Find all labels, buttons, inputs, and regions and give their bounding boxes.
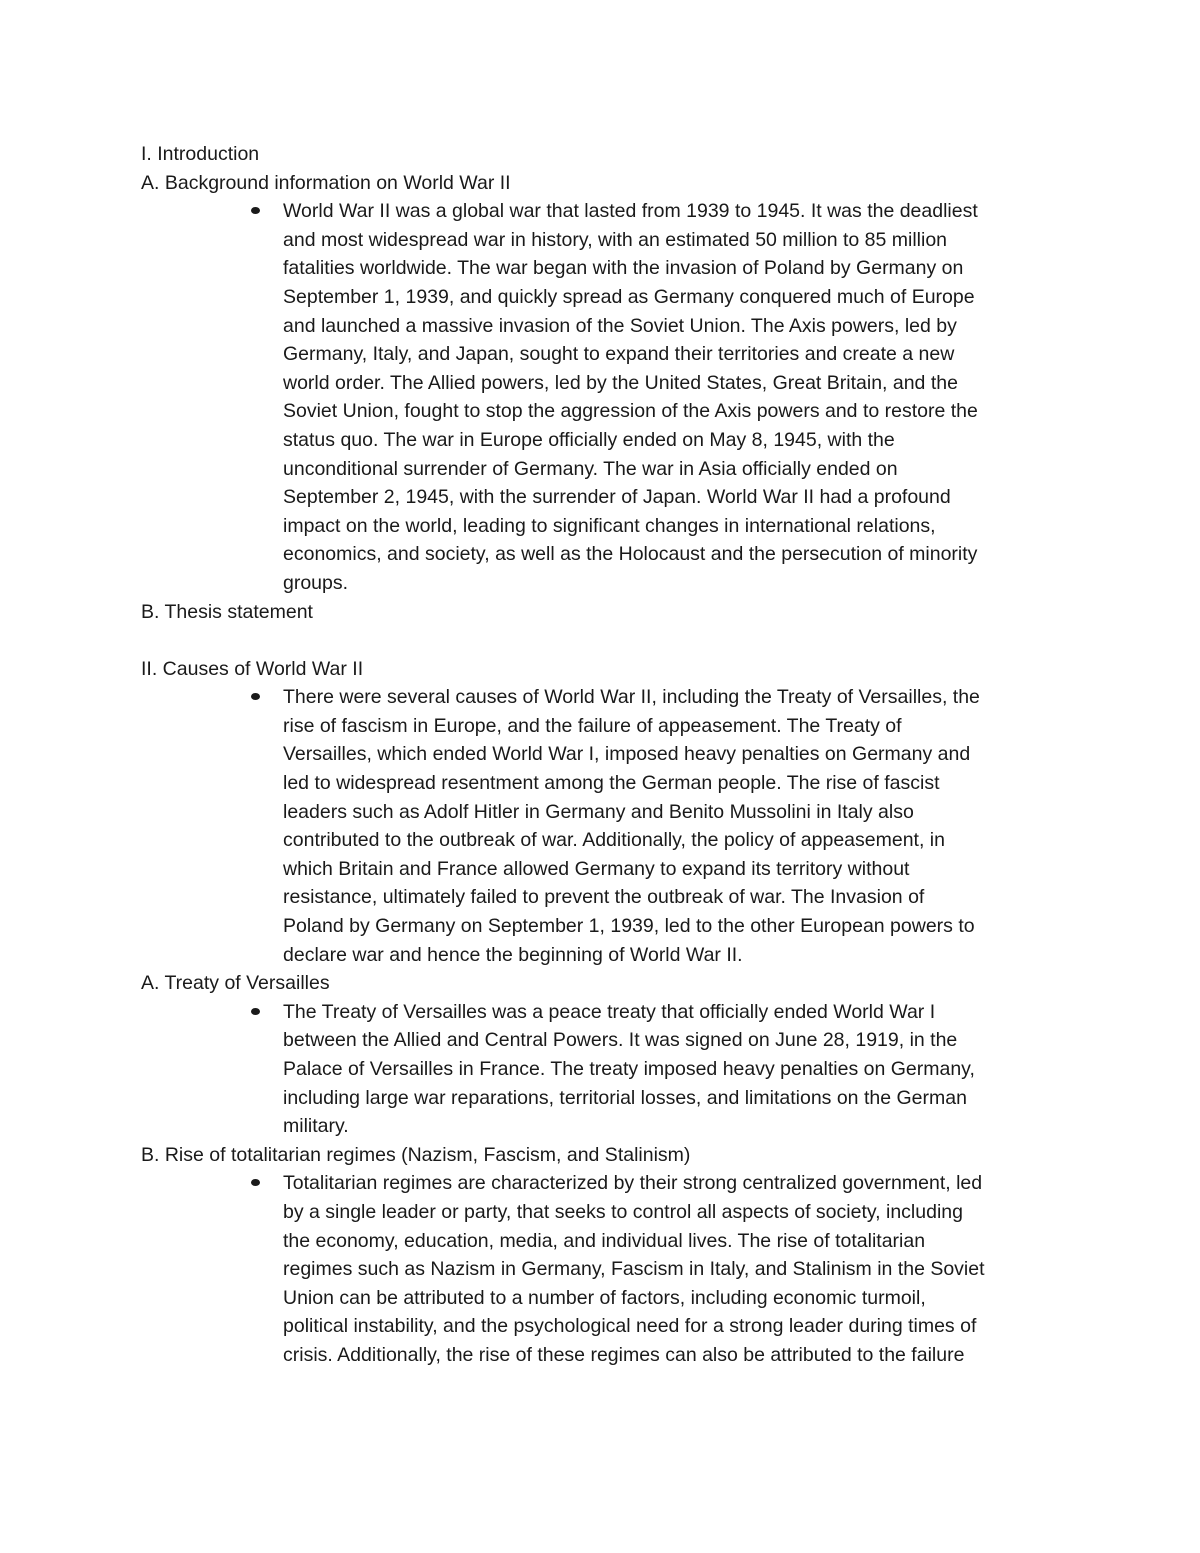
- bullet-icon: [251, 1008, 260, 1015]
- paragraph-line: military.: [283, 1115, 349, 1138]
- bullet-icon: [251, 207, 260, 214]
- outline-heading: A. Treaty of Versailles: [141, 972, 330, 995]
- outline-heading: B. Thesis statement: [141, 600, 313, 623]
- bullet-paragraph: [141, 197, 1071, 597]
- paragraph-line: There were several causes of World War II, including the Treaty of Versailles, the: [283, 686, 980, 709]
- paragraph-line: Totalitarian regimes are characterized by their strong centralized government, led: [283, 1172, 983, 1195]
- paragraph-line: Union can be attributed to a number of factors, including economic turmoil,: [283, 1286, 926, 1309]
- paragraph-line: rise of fascism in Europe, and the failure of appeasement. The Treaty of: [283, 714, 902, 737]
- outline-heading: I. Introduction: [141, 143, 260, 165]
- paragraph-line: between the Allied and Central Powers. It was signed on June 28, 1919, in the: [283, 1029, 958, 1052]
- paragraph-line: regimes such as Nazism in Germany, Fascism in Italy, and Stalinism in the Soviet: [283, 1258, 985, 1281]
- paragraph-line: fatalities worldwide. The war began with the invasion of Poland by Germany on: [283, 257, 964, 280]
- bullet-icon: [251, 693, 260, 700]
- paragraph-line: unconditional surrender of Germany. The war in Asia officially ended on: [283, 457, 898, 480]
- paragraph-line: and launched a massive invasion of the Soviet Union. The Axis powers, led by: [283, 314, 957, 337]
- paragraph-line: economics, and society, as well as the Holocaust and the persecution of minority: [283, 543, 978, 566]
- outline-heading: B. Rise of totalitarian regimes (Nazism, Fascism, and Stalinism): [141, 1143, 691, 1166]
- paragraph-line: leaders such as Adolf Hitler in Germany and Benito Mussolini in Italy also: [283, 800, 914, 823]
- paragraph-line: world order. The Allied powers, led by the United States, Great Britain, and the: [283, 371, 958, 394]
- paragraph-line: led to widespread resentment among the German people. The rise of fascist: [283, 772, 940, 795]
- bullet-paragraph: [141, 1169, 1071, 1369]
- bullet-paragraph: [141, 998, 1071, 1141]
- bullet-paragraph: [141, 683, 1071, 969]
- document-page: [141, 140, 1071, 1370]
- paragraph-line: September 2, 1945, with the surrender of Japan. World War II had a profound: [283, 486, 951, 509]
- blank-line: [141, 626, 1071, 655]
- outline-heading: A. Background information on World War II: [141, 171, 511, 194]
- paragraph-line: political instability, and the psychological need for a strong leader during times of: [283, 1315, 977, 1338]
- paragraph-line: resistance, ultimately failed to prevent the outbreak of war. The Invasion of: [283, 886, 925, 909]
- paragraph-line: status quo. The war in Europe officially ended on May 8, 1945, with the: [283, 428, 895, 451]
- paragraph-line: impact on the world, leading to significant changes in international relations,: [283, 514, 936, 537]
- paragraph-line: Poland by Germany on September 1, 1939, led to the other European powers to: [283, 915, 975, 938]
- paragraph-line: Soviet Union, fought to stop the aggression of the Axis powers and to restore the: [283, 400, 978, 423]
- outline-heading: II. Causes of World War II: [141, 657, 364, 680]
- paragraph-line: and most widespread war in history, with an estimated 50 million to 85 million: [283, 228, 948, 251]
- paragraph-line: contributed to the outbreak of war. Additionally, the policy of appeasement, in: [283, 829, 945, 852]
- paragraph-line: Palace of Versailles in France. The treaty imposed heavy penalties on Germany,: [283, 1058, 975, 1080]
- paragraph-line: Germany, Italy, and Japan, sought to expand their territories and create a new: [283, 343, 955, 366]
- paragraph-line: including large war reparations, territorial losses, and limitations on the German: [283, 1086, 967, 1109]
- bullet-icon: [251, 1179, 260, 1186]
- paragraph-line: World War II was a global war that lasted from 1939 to 1945. It was the deadliest: [283, 200, 978, 223]
- paragraph-line: Versailles, which ended World War I, imposed heavy penalties on Germany and: [283, 743, 971, 766]
- paragraph-line: groups.: [283, 571, 349, 594]
- paragraph-line: by a single leader or party, that seeks to control all aspects of society, including: [283, 1200, 963, 1223]
- paragraph-line: which Britain and France allowed Germany to expand its territory without: [283, 857, 910, 880]
- paragraph-line: The Treaty of Versailles was a peace treaty that officially ended World War I: [283, 1000, 936, 1023]
- paragraph-line: declare war and hence the beginning of World War II.: [283, 943, 743, 966]
- paragraph-line: September 1, 1939, and quickly spread as Germany conquered much of Europe: [283, 285, 975, 308]
- paragraph-line: the economy, education, media, and individual lives. The rise of totalitarian: [283, 1229, 926, 1252]
- paragraph-line: crisis. Additionally, the rise of these regimes can also be attributed to the failure: [283, 1343, 965, 1366]
